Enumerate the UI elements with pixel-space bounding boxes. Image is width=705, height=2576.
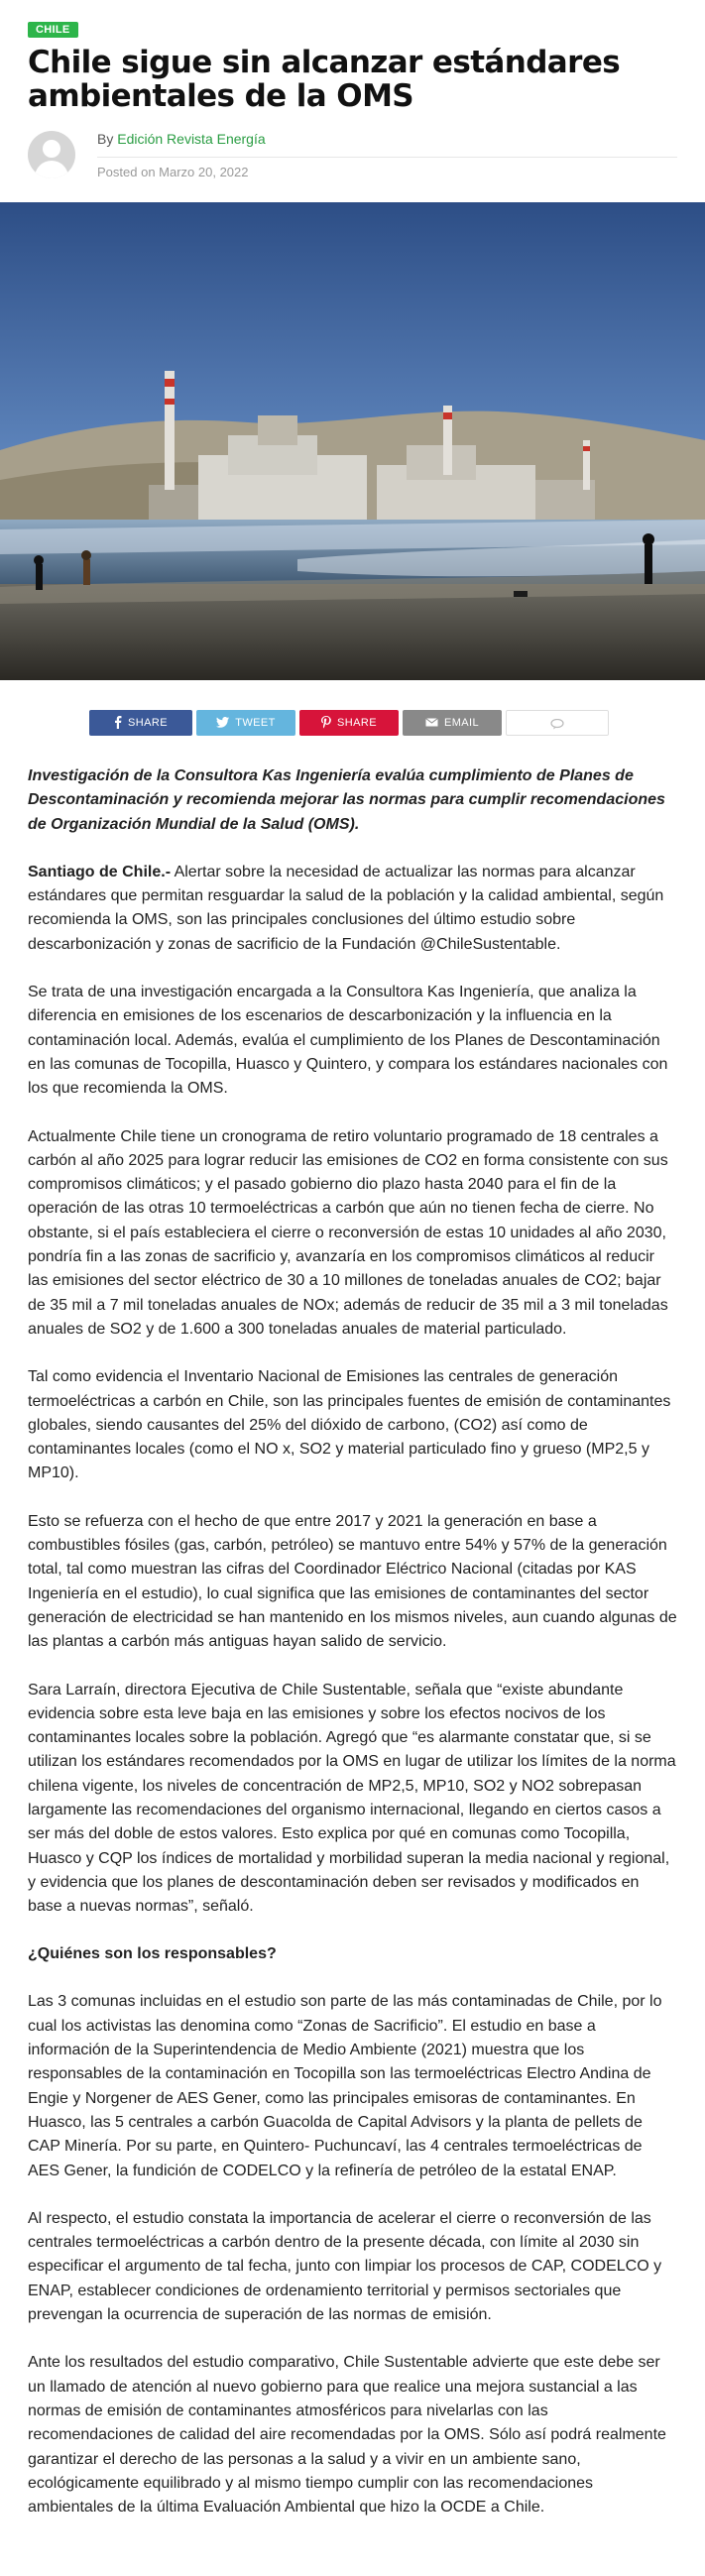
twitter-share-label: TWEET bbox=[235, 717, 276, 729]
author-link[interactable]: Edición Revista Energía bbox=[117, 131, 266, 147]
article-lead: Investigación de la Consultora Kas Ingeniería evalúa cumplimiento de Planes de Descontaminación y recomienda mejorar las normas para cumplir recomendaciones de Organización Mundial de la Salud (OMS). bbox=[28, 767, 665, 833]
avatar-shoulders-shape bbox=[35, 161, 68, 178]
article-paragraph: Se trata de una investigación encargada a la Consultora Kas Ingeniería, que analiza la diferencia en emisiones de los escenarios de descarbonización y la influencia en la contaminación local. Además, evalúa el cumplimiento de los Planes de Descontaminación en las comunas de Tocopilla, Huasco y Quintero, y compara los estándares nacionales con los que recomienda la OMS. bbox=[28, 984, 668, 1098]
article-paragraph: Al respecto, el estudio constata la importancia de acelerar el cierre o reconversión de las centrales termoeléctricas a carbón dentro de la presente década, con límite al 2030 sin especificar el argumento de tal fecha, junto con limpiar los procesos de CAP, CODELCO y ENAP, establecer condiciones de ordenamiento territorial y permisos sectoriales que prevengan la ocurrencia de superación de las normas de emisión. bbox=[28, 2209, 662, 2324]
pinterest-icon bbox=[321, 716, 331, 729]
twitter-icon bbox=[216, 717, 229, 728]
article-paragraph: Esto se refuerza con el hecho de que entre 2017 y 2021 la generación en base a combustibles fósiles (gas, carbón, petróleo) se mantuvo entre 54% y 57% de la generación total, tal como muestran las cifras del Coordinador Eléctrico Nacional (citadas por KAS Ingeniería en el estudio), lo cual significa que las emisiones de contaminantes del sector generación de electricidad se han mantenido en los mismos niveles, aun cuando algunas de las plantas a carbón más antiguas hayan salido de servicio. bbox=[28, 1512, 677, 1651]
email-share-button[interactable] bbox=[403, 710, 502, 736]
avatar-head-shape bbox=[43, 140, 60, 158]
pinterest-share-button[interactable] bbox=[299, 710, 399, 736]
article-paragraph: Actualmente Chile tiene un cronograma de retiro voluntario programado de 18 centrales a carbón al año 2025 para lograr reducir las emisiones de CO2 en forma consistente con sus compromisos climáticos; y el pasado gobierno dio plazo hasta 2040 para el fin de la operación de las otras 10 termoeléctricas a carbón que aún no tienen fecha de cierre. No obstante, si el país estableciera el cierre o reconversión de estas 10 unidades al año 2030, pondría fin a las zonas de sacrificio y, avanzaría en los compromisos climáticos al reducir las emisiones del sector eléctrico de 30 a 10 millones de toneladas anuales de CO2; bajar de 35 mil a 7 mil toneladas anuales de NOx; además de reducir de 35 mil a 3 mil toneladas anuales de SO2 y de 1.600 a 300 toneladas anuales de material particulado. bbox=[28, 1127, 668, 1338]
pinterest-share-label: SHARE bbox=[337, 717, 377, 729]
paragraph-text: Alertar sobre la necesidad de actualizar las normas para alcanzar estándares que permitan resguardar la salud de la población y la calidad ambiental, según recomienda la OMS, son las principales conclusiones del último estudio sobre descarbonización y zonas de sacrificio de la Fundación @ChileSustentable. bbox=[28, 863, 664, 953]
comment-icon bbox=[550, 719, 564, 730]
article-paragraph: Ante los resultados del estudio comparativo, Chile Sustentable advierte que este debe ser un llamado de atención al nuevo gobierno para que realice una mejora sustancial a las normas de emisión de contaminantes atmosféricos para nivelarlas con las recomendaciones de calidad del aire recomendadas por la OMS. Sólo así podrá realmente garantizar el derecho de las personas a la salud y a vivir en un ambiente sano, ecológicamente equilibrado y al mismo tiempo cumplir con las recomendaciones ambientales de la última Evaluación Ambiental que hizo la OCDE a Chile. bbox=[28, 2354, 666, 2517]
hero-image bbox=[0, 202, 705, 680]
article-paragraph: Sara Larraín, directora Ejecutiva de Chile Sustentable, señala que “existe abundante evidencia sobre esta leve baja en las emisiones y sobre los efectos nocivos de los contaminantes locales sobre la población. Agregó que “es alarmante constatar que, si se utilizan los estándares recomendados por la OMS en lugar de utilizar los límites de la norma chilena vigente, los niveles de concentración de MP2,5, MP10, SO2 y NO2 sobrepasan largamente las recomendaciones del organismo internacional, llegando en ciertos casos a ser más del doble de estos valores. Esto explica por qué en comunas como Tocopilla, Huasco y CQP los índices de mortalidad y morbilidad superan la media nacional y regional, y evidencia que los planes de descontaminación deben ser revisados y modificados en base a nuevas normas”, señaló. bbox=[28, 1681, 676, 1916]
byline bbox=[97, 131, 266, 147]
email-share-label: EMAIL bbox=[443, 717, 479, 729]
photo-icon bbox=[0, 202, 705, 680]
section-heading: ¿Quiénes son los responsables? bbox=[28, 1945, 277, 1963]
article-body bbox=[28, 764, 677, 2543]
byline-prefix: By bbox=[97, 131, 114, 147]
article-paragraph: Las 3 comunas incluidas en el estudio son parte de las más contaminadas de Chile, por lo cual los activistas las denomina como “Zonas de Sacrificio”. El estudio en base a información de la Superintendencia de Medio Ambiente (2021) muestra que los responsables de la contaminación en Tocopilla son las termoeléctricas Electro Andina de Engie y Norgener de AES Gener, como las principales emisoras de contaminantes. En Huasco, las 5 centrales a carbón Guacolda de Capital Advisors y la planta de pellets de CAP Minería. Por su parte, en Quintero- Puchuncaví, las 4 centrales termoeléctricas de AES Gener, la fundición de CODELCO y la refinería de petróleo de la estatal ENAP. bbox=[28, 1993, 662, 2179]
article-paragraph: Tal como evidencia el Inventario Nacional de Emisiones las centrales de generación termoeléctricas a carbón en Chile, son las principales fuentes de emisión de contaminantes globales, siendo causantes del 25% del dióxido de carbono, (CO2) así como de contaminantes locales (como el NO x, SO2 y material particulado fino y grueso (MP2,5 y MP10). bbox=[28, 1368, 671, 1482]
dateline: Santiago de Chile.- bbox=[28, 863, 172, 880]
envelope-icon bbox=[425, 718, 438, 727]
facebook-icon bbox=[114, 716, 122, 729]
facebook-share-label: SHARE bbox=[128, 717, 168, 729]
posted-date: Posted on Marzo 20, 2022 bbox=[97, 165, 249, 179]
comment-button[interactable] bbox=[506, 710, 609, 736]
avatar[interactable] bbox=[28, 131, 75, 178]
facebook-share-button[interactable] bbox=[89, 710, 192, 736]
category-badge[interactable]: CHILE bbox=[28, 22, 78, 38]
article-paragraph bbox=[28, 861, 677, 957]
article-title: Chile sigue sin alcanzar estándares ambientales de la OMS bbox=[28, 45, 621, 114]
author-meta bbox=[28, 127, 677, 196]
twitter-share-button[interactable] bbox=[196, 710, 295, 736]
meta-divider bbox=[97, 157, 677, 158]
